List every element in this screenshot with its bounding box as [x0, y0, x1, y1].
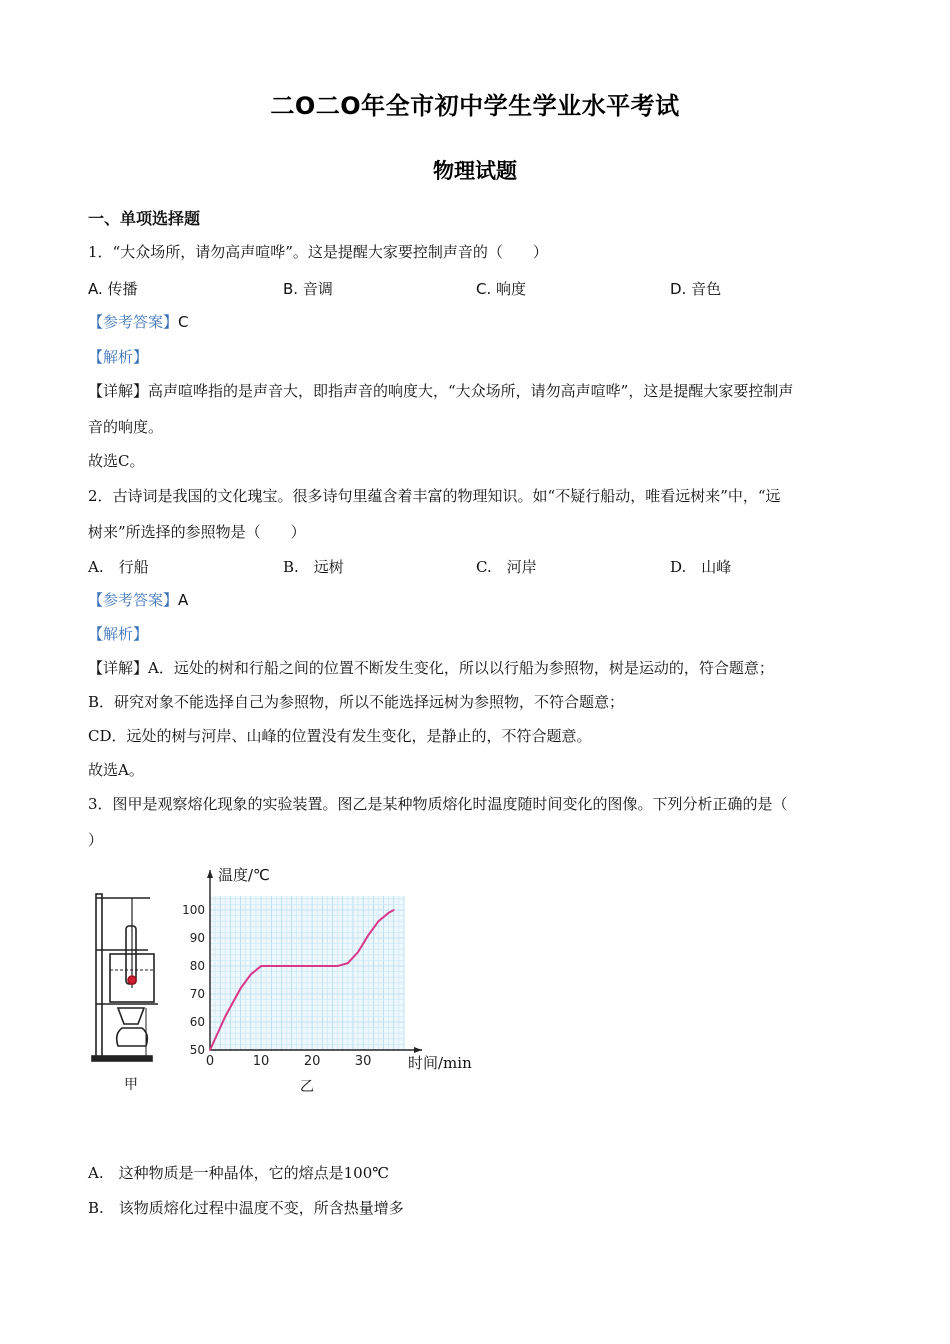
- y-tick-label: 70: [189, 987, 205, 1001]
- y-tick-label: 90: [189, 931, 205, 945]
- q1-option-b[interactable]: B. 音调: [283, 280, 333, 298]
- fig-right-caption: 乙: [300, 1079, 314, 1095]
- q2-options: [88, 556, 868, 578]
- x-tick-label: 20: [303, 1054, 321, 1069]
- fig-left-caption: 甲: [124, 1077, 138, 1093]
- q3-figure: [88, 858, 488, 1098]
- q2-detail-line-3: CD．远处的树与河岸、山峰的位置没有发生变化，是静止的，不符合题意。: [88, 727, 592, 745]
- x-tick-label: 30: [354, 1054, 372, 1069]
- data-point: [357, 951, 359, 953]
- q2-stem-line-2: 树来”所选择的参照物是（ ）: [88, 523, 306, 541]
- data-point: [209, 1049, 211, 1051]
- q1-answer: [88, 312, 868, 332]
- x-tick-label: 0: [205, 1054, 215, 1069]
- flame: [118, 1008, 144, 1024]
- data-point: [286, 965, 288, 967]
- q3-option-a[interactable]: A. 这种物质是一种晶体，它的熔点是100℃: [88, 1164, 390, 1182]
- q2-analysis-label: 【解析】: [88, 625, 149, 643]
- y-tick-label: 80: [189, 959, 205, 973]
- y-tick-label: 60: [189, 1015, 205, 1029]
- melting-apparatus-illustration: [88, 858, 178, 1098]
- q1-conclusion: 故选C。: [88, 452, 145, 470]
- q2-stem-line-1: 2．古诗词是我国的文化瑰宝。很多诗句里蕴含着丰富的物理知识。如“不疑行船动，唯看远树来”中，“远: [88, 487, 781, 505]
- q1-option-c[interactable]: C. 响度: [476, 280, 527, 298]
- x-axis-arrow: [414, 1047, 422, 1053]
- q3-option-b[interactable]: B. 该物质熔化过程中温度不变，所含热量增多: [88, 1199, 404, 1217]
- y-axis-arrow: [207, 870, 213, 878]
- q1-detail-line-1: 【详解】高声喧哗指的是声音大，即指声音的响度大，“大众场所，请勿高声喧哗”，这是提醒大家要控制声: [88, 382, 794, 400]
- q2-option-b[interactable]: B. 远树: [283, 558, 344, 576]
- q2-detail-line-2: B．研究对象不能选择自己为参照物，所以不能选择远树为参照物，不符合题意；: [88, 693, 625, 711]
- data-point: [388, 912, 390, 914]
- test-tube: [126, 926, 136, 984]
- apparatus-stand-pole: [96, 894, 102, 1058]
- q2-option-c[interactable]: C. 河岸: [476, 558, 537, 576]
- substance-bulb: [128, 976, 136, 984]
- q1-analysis-label: 【解析】: [88, 348, 149, 366]
- y-axis-label: 温度/℃: [218, 866, 270, 884]
- q3-stem-line-2: ）: [88, 831, 104, 849]
- data-point: [347, 962, 349, 964]
- data-point: [311, 965, 313, 967]
- x-axis-label: 时间/min: [408, 1054, 472, 1072]
- data-point: [337, 965, 339, 967]
- exam-title: 二O二O年全市初中学生学业水平考试: [270, 92, 680, 120]
- data-point: [250, 974, 252, 976]
- q1-answer-label: 【参考答案】: [88, 313, 179, 331]
- x-tick-label: 10: [252, 1054, 270, 1069]
- q1-answer-value: C: [178, 313, 189, 331]
- data-point: [378, 920, 380, 922]
- section-heading: 一、单项选择题: [88, 209, 201, 228]
- q1-options: [88, 278, 868, 300]
- data-point: [393, 909, 395, 911]
- q1-stem: 1．“大众场所，请勿高声喧哗”。这是提醒大家要控制声音的（ ）: [88, 243, 548, 261]
- q2-answer-label: 【参考答案】: [88, 591, 179, 609]
- q2-detail-line-1: 【详解】A．远处的树和行船之间的位置不断发生变化，所以以行船为参照物，树是运动的，符合题意；: [88, 659, 774, 677]
- q1-option-a[interactable]: A. 传播: [88, 280, 138, 298]
- y-tick-label: 100: [182, 903, 205, 917]
- y-tick-label: 50: [189, 1043, 205, 1057]
- q3-stem-line-1: 3．图甲是观察熔化现象的实验装置。图乙是某种物质熔化时温度随时间变化的图像。下列分析正确的是（: [88, 795, 788, 813]
- exam-subtitle: 物理试题: [433, 159, 517, 183]
- data-point: [260, 965, 262, 967]
- data-point: [367, 934, 369, 936]
- q2-answer: [88, 590, 868, 610]
- apparatus-base: [92, 1056, 152, 1061]
- alcohol-lamp: [117, 1028, 148, 1046]
- q2-option-d[interactable]: D. 山峰: [670, 558, 732, 576]
- q2-option-a[interactable]: A. 行船: [88, 558, 149, 576]
- data-point: [240, 988, 242, 990]
- q2-conclusion: 故选A。: [88, 761, 144, 779]
- q1-option-d[interactable]: D. 音色: [670, 280, 722, 298]
- temperature-time-chart: [178, 858, 488, 1098]
- data-point: [224, 1016, 226, 1018]
- q1-detail-line-2: 音的响度。: [88, 418, 164, 436]
- q2-answer-value: A: [178, 591, 189, 609]
